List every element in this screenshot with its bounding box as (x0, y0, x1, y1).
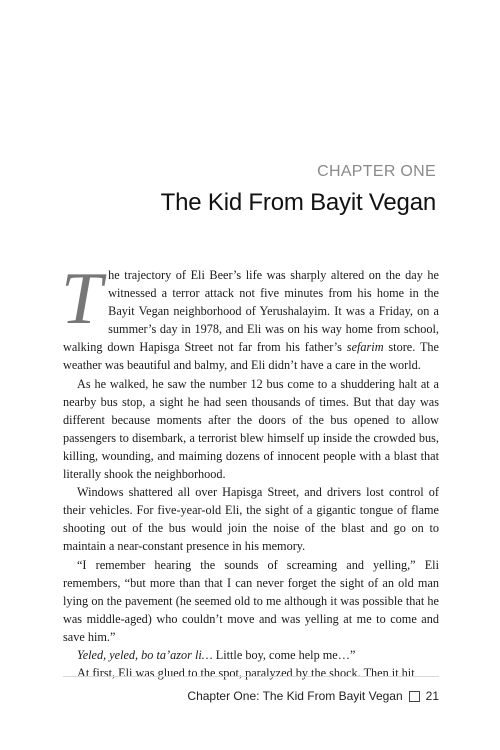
paragraph-5-text: Little boy, come help me…” (212, 647, 356, 662)
paragraph-6: At first, Eli was glued to the spot, paralyzed by the shock. Then it hit (77, 666, 415, 681)
paragraph-1-text-b: store. The weather was beautiful and balmy, and Eli didn’t have a care in the world. (63, 340, 439, 373)
paragraph-1 (61, 258, 439, 375)
paragraph-2: As he walked, he saw the number 12 bus come to a shuddering halt at a nearby bus stop, a sight he had seen thousands of times. But that day was different because moments after the doors of the bus opened to allow passengers to disembark, a terrorist blew himself up inside the crowded bus, killing, wounding, and maiming dozens of innocent people with a blast that literally shook the neighborhood. (63, 376, 439, 482)
chapter-label: CHAPTER ONE (317, 163, 436, 180)
page-number: 21 (425, 689, 439, 703)
drop-cap: T (61, 258, 103, 340)
paragraph-1-italic: sefarim (346, 340, 384, 355)
paragraph-5-italic: Yeled, yeled, bo ta’azor li… (77, 647, 213, 662)
box-separator-icon (409, 691, 420, 702)
footer-rule (63, 676, 439, 677)
running-head: Chapter One: The Kid From Bayit Vegan (187, 689, 403, 703)
paragraph-1-text-a: he trajectory of Eli Beer’s life was sharply altered on the day he witnessed a terror attack not five minutes from his home in the Bayit Vegan neighborhood of Yerushalayim. It was a Friday, on a summer’s day in 1978, and Eli was on his way home from school, walking down Hapisga Street not far from his father’s (63, 268, 439, 355)
body-text (61, 258, 439, 682)
chapter-title: The Kid From Bayit Vegan (160, 189, 436, 216)
paragraph-5 (63, 646, 439, 664)
running-footer (187, 689, 439, 703)
paragraph-4: “I remember hearing the sounds of screaming and yelling,” Eli remembers, “but more than that I can never forget the sight of an old man lying on the pavement (he seemed old to me although it was possible that he was middle-aged) who couldn’t move and was yelling at me to come and save him.” (63, 557, 439, 644)
paragraph-3: Windows shattered all over Hapisga Street, and drivers lost control of their vehicles. For five-year-old Eli, the sight of a gigantic tongue of flame shooting out of the bus would join the noise of the blast and go on to maintain a near-constant presence in his memory. (63, 485, 439, 554)
